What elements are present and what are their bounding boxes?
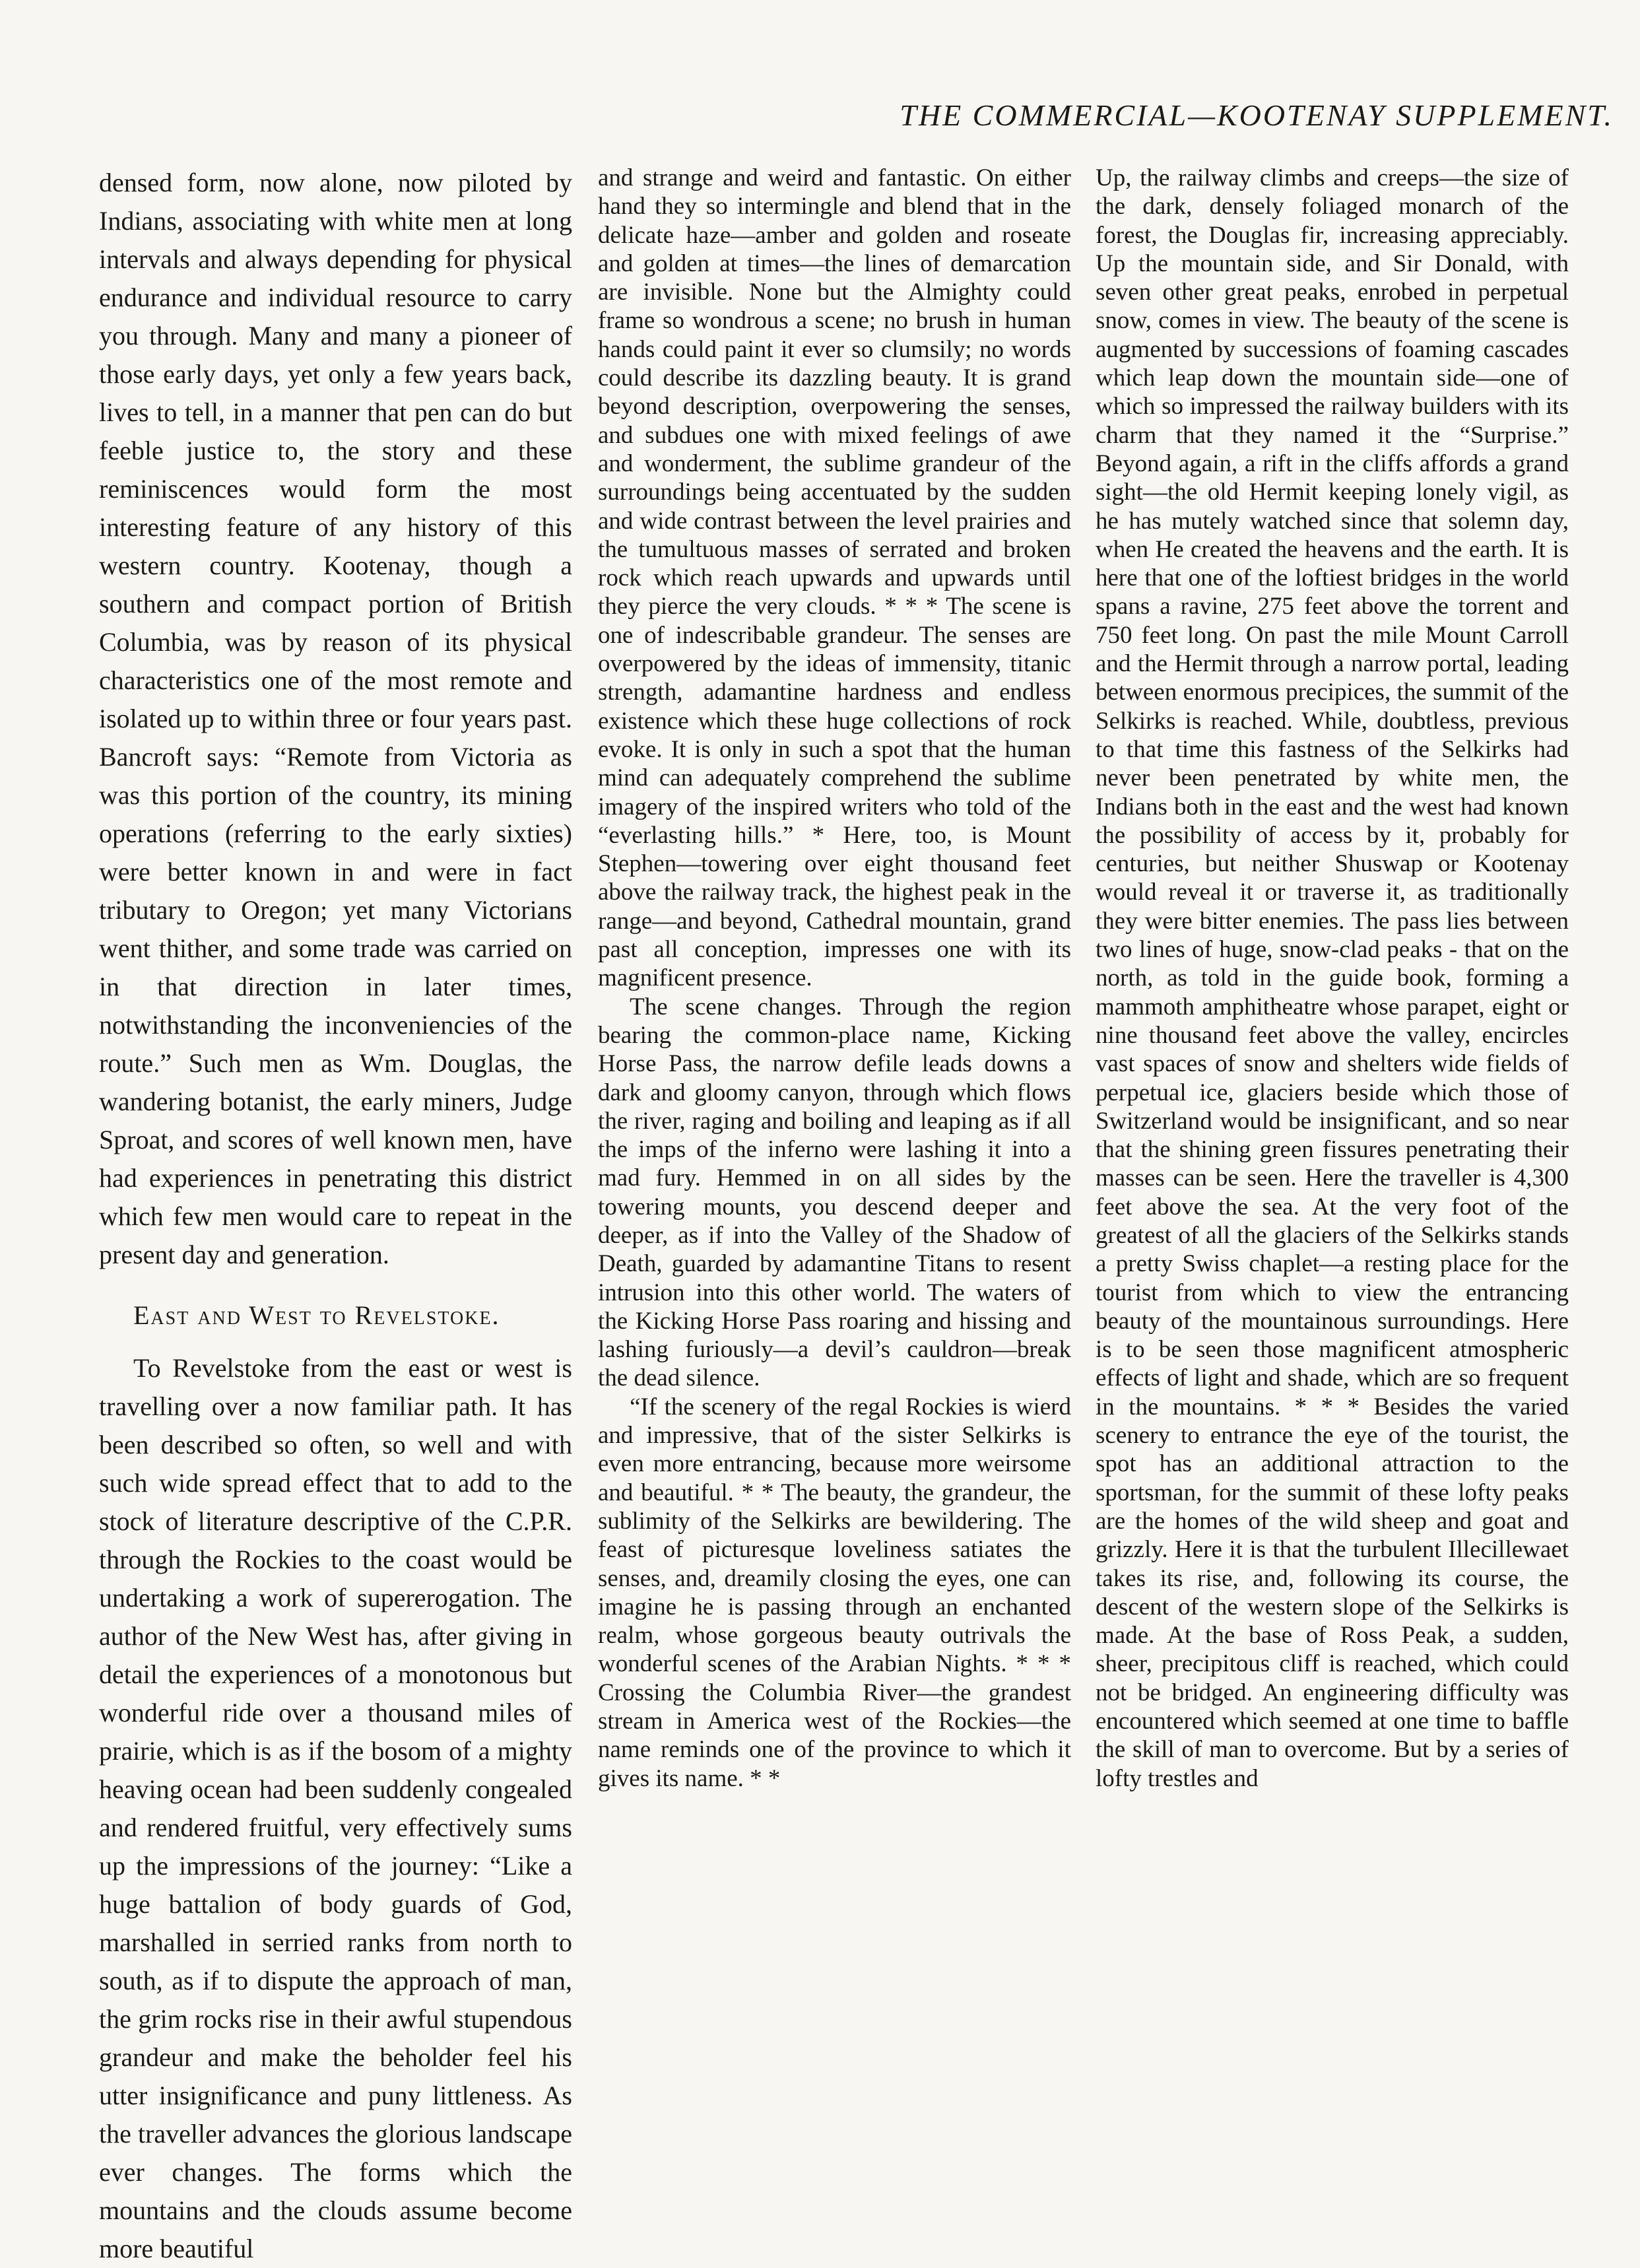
column-2-paragraph: “If the scenery of the regal Rockies is wierd and impressive, that of the sister Selkirks is even more entrancing, because more weirsome and beautiful. * * The beauty, the grandeur, the sublimity of the Selkirks are bewildering. The feast of picturesque loveliness satiates the senses, and, dreamily closing the eyes, one can imagine he is passing through an enchanted realm, whose gorgeous beauty outrivals the wonderful scenes of the Arabian Nights. * * * Crossing the Columbia River—the grandest stream in America west of the Rockies—the name reminds one of the province to which it gives its name. * *	[598, 1393, 1071, 1792]
running-title: THE COMMERCIAL—KOOTENAY SUPPLEMENT.	[900, 98, 1614, 132]
column-3-paragraph: Up, the railway climbs and creeps—the size of the dark, densely foliaged monarch of the forest, the Douglas fir, increasing appreciably. Up the mountain side, and Sir Donald, with seven other great peaks, enrobed in perpetual snow, comes in view. The beauty of the scene is augmented by successions of foaming cascades which leap down the mountain side—one of which so impressed the railway builders with its charm that they named it the “Surprise.” Beyond again, a rift in the cliffs affords a grand sight—the old Hermit keeping lonely vigil, as he has mutely watched since that solemn day, when He created the heavens and the earth. It is here that one of the loftiest bridges in the world spans a ravine, 275 feet above the torrent and 750 feet long. On past the mile Mount Carroll and the Hermit through a narrow portal, leading between enormous precipices, the summit of the Selkirks is reached. While, doubtless, previous to that time this fastness of the Selkirks had never been penetrated by white men, the Indians both in the east and the west had known the possibility of access by it, probably for centuries, but neither Shuswap or Kootenay would reveal it or traverse it, as traditionally they were bitter enemies. The pass lies between two lines of huge, snow-clad peaks - that on the north, as told in the guide book, forming a mammoth amphitheatre whose parapet, eight or nine thousand feet above the valley, encircles vast spaces of snow and shelters wide fields of perpetual ice, glaciers beside which those of Switzerland would be insignificant, and so near that the shining green fissures penetrating their masses can be seen. Here the traveller is 4,300 feet above the sea. At the very foot of the greatest of all the glaciers of the Selkirks stands a pretty Swiss chaplet—a resting place for the tourist from which to view the entrancing beauty of the mountainous surroundings. Here is to be seen those magnificent atmospheric effects of light and shade, which are so frequent in the mountains. * * * Besides the varied scenery to entrance the eye of the tourist, the spot has an additional attraction to the sportsman, for the summit of these lofty peaks are the homes of the wild sheep and goat and grizzly. Here it is that the turbulent Illecillewaet takes its rise, and, following its course, the descent of the western slope of the Selkirks is made. At the base of Ross Peak, a sudden, sheer, precipitous cliff is reached, which could not be bridged. An engineering difficulty was encountered which seemed at one time to baffle the skill of man to overcome. But by a series of lofty trestles and	[1096, 164, 1569, 1792]
column-2-paragraph: The scene changes. Through the region bearing the common-place name, Kicking Horse Pass, the narrow defile leads downs a dark and gloomy canyon, through which flows the river, raging and boiling and leaping as if all the imps of the inferno were lashing it into a mad fury. Hemmed in on all sides by the towering mounts, you descend deeper and deeper, as if into the Valley of the Shadow of Death, guarded by adamantine Titans to resent intrusion into this other world. The waters of the Kicking Horse Pass roaring and hissing and lashing furiously—a devil’s cauldron—break the dead silence.	[598, 993, 1071, 1392]
column-1-paragraph: densed form, now alone, now piloted by Indians, associating with white men at long intervals and always depending for physical endurance and individual resource to carry you through. Many and many a pioneer of those early days, yet only a few years back, lives to tell, in a manner that pen can do but feeble justice to, the story and these reminiscences would form the most interesting feature of any history of this western country. Kootenay, though a southern and compact portion of British Columbia, was by reason of its physical characteristics one of the most remote and isolated up to within three or four years past. Bancroft says: “Remote from Victoria as was this portion of the country, its mining operations (referring to the early sixties) were better known in and were in fact tributary to Oregon; yet many Victorians went thither, and some trade was carried on in that direction in later times, notwithstanding the inconveniencies of the route.” Such men as Wm. Douglas, the wandering botanist, the early miners, Judge Sproat, and scores of well known men, have had experiences in penetrating this district which few men would care to repeat in the present day and generation.	[99, 168, 572, 1269]
column-3	[1096, 164, 1569, 2164]
section-subheading: East and West to Revelstoke.	[133, 1300, 500, 1330]
column-1-paragraph: To Revelstoke from the east or west is travelling over a now familiar path. It has been described so often, so well and with such wide spread effect that to add to the stock of literature descriptive of the C.P.R. through the Rockies to the coast would be undertaking a work of supererogation. The author of the New West has, after giving in detail the experiences of a monotonous but wonderful ride over a thousand miles of prairie, which is as if the bosom of a mighty heaving ocean had been suddenly congealed and rendered fruitful, very effectively sums up the impressions of the journey: “Like a huge battalion of body guards of God, marshalled in serried ranks from north to south, as if to dispute the approach of man, the grim rocks rise in their awful stupendous grandeur and make the beholder feel his utter insignificance and puny littleness. As the traveller advances the glorious landscape ever changes. The forms which the mountains and the clouds assume become more beautiful	[99, 1353, 572, 2263]
column-1	[99, 164, 572, 2263]
column-2	[598, 164, 1071, 2164]
column-2-paragraph: and strange and weird and fantastic. On either hand they so intermingle and blend that in the delicate haze—amber and golden and roseate and golden at times—the lines of demarcation are invisible. None but the Almighty could frame so wondrous a scene; no brush in human hands could paint it ever so clumsily; no words could describe its dazzling beauty. It is grand beyond description, overpowering the senses, and subdues one with mixed feelings of awe and wonderment, the sublime grandeur of the surroundings being accentuated by the sudden and wide contrast between the level prairies and the tumultuous masses of serrated and broken rock which reach upwards and upwards until they pierce the very clouds. * * * The scene is one of indescribable grandeur. The senses are overpowered by the ideas of immensity, titanic strength, adamantine hardness and endless existence which these huge collections of rock evoke. It is only in such a spot that the human mind can adequately comprehend the sublime imagery of the inspired writers who told of the “everlasting hills.” * Here, too, is Mount Stephen—towering over eight thousand feet above the railway track, the highest peak in the range—and beyond, Cathedral mountain, grand past all conception, impresses one with its magnificent presence.	[598, 164, 1071, 992]
